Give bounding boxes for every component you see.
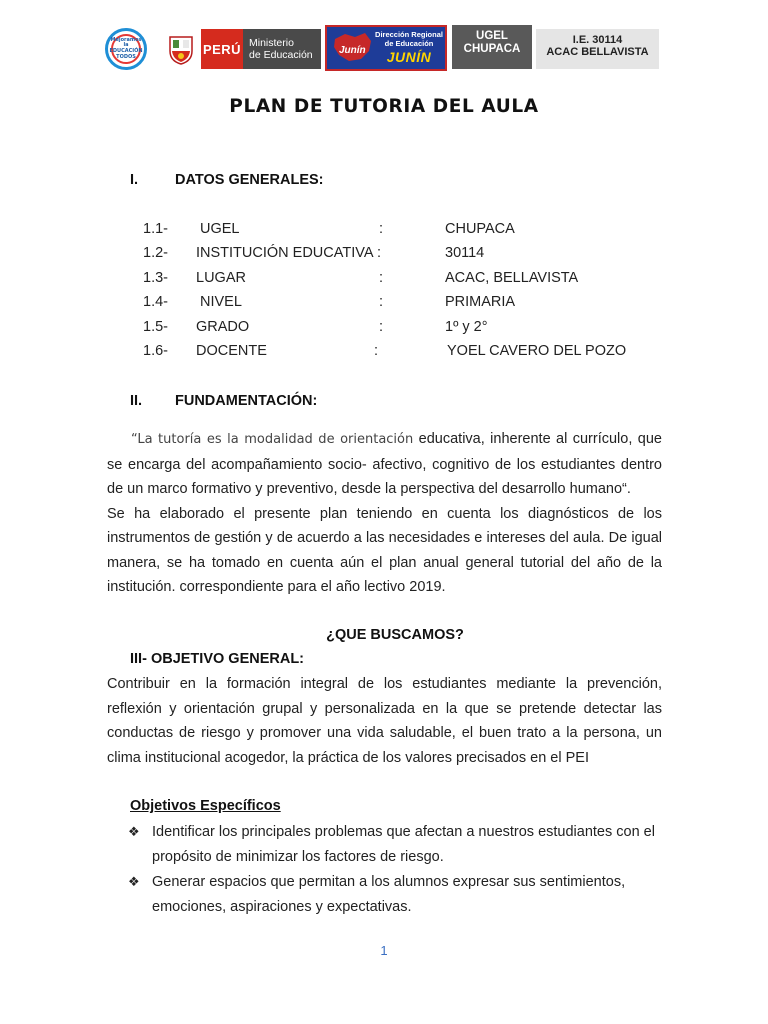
logo-ring: [111, 34, 141, 64]
datos-row-docente: [0, 343, 768, 363]
junin-map-icon: [331, 31, 375, 65]
logo-text-line2: EDUCACIÓN: [109, 48, 143, 54]
row-value: PRIMARIA: [445, 294, 516, 310]
logo-text-line1: Mejoramos la: [110, 36, 142, 49]
row-separator: :: [379, 294, 384, 310]
datos-row-grado: [0, 319, 768, 339]
datos-row-lugar: [0, 270, 768, 290]
fundamentacion-paragraph2: Se ha elaborado el presente plan teniendo en cuenta los diagnósticos de los instrumentos de gestión y de acuerdo a las necesidades e intereses del aula. De igual manera, se ha tomado en cuenta aún el plan anual general tutorial del año de la institución. correspondiente para el año lectivo 2019.: [107, 505, 662, 595]
section2-number: II.: [130, 393, 143, 409]
ugel-line2: CHUPACA: [463, 43, 521, 55]
row-label: NIVEL: [200, 294, 242, 310]
section1-number: I.: [130, 172, 139, 188]
peru-coat-of-arms-icon: [167, 35, 195, 65]
drej-line1: Dirección Regional: [375, 30, 443, 39]
objetivo-item-text: Generar espacios que permitan a los alumnos expresar sus sentimientos, emociones, aspiraciones y expectativas.: [152, 874, 626, 915]
row-label: LUGAR: [196, 270, 246, 286]
quote-rest: educativa, inherente al currículo, que se encarga del acompañamiento socio- afectivo, cognitivo de los estudiantes dentro de un marco formativo y preventivo, desde la perspectiva del desarrollo humano“.: [107, 431, 662, 497]
row-value: YOEL CAVERO DEL POZO: [447, 343, 627, 359]
datos-row-institucion: [0, 245, 768, 265]
objetivo-item-text: Identificar los principales problemas que afectan a nuestros estudiantes con el propósito de minimizar los factores de riesgo.: [152, 824, 655, 865]
ministerio-line1: Ministerio: [249, 37, 294, 49]
row-label: GRADO: [196, 319, 250, 335]
row-number: 1.4-: [143, 294, 168, 310]
logo-text-line3: TODOS: [116, 53, 136, 60]
document-header: [103, 25, 659, 77]
section2-title: FUNDAMENTACIÓN:: [175, 393, 318, 409]
row-label: UGEL: [200, 221, 240, 237]
educacion-todos-logo: [105, 28, 147, 70]
diamond-bullet-icon: ❖: [128, 825, 140, 840]
document-title: PLAN DE TUTORIA DEL AULA: [229, 96, 539, 117]
row-label: INSTITUCIÓN EDUCATIVA: [196, 245, 374, 261]
objetivo-item: [128, 820, 668, 870]
que-buscamos-heading: ¿QUE BUSCAMOS?: [326, 627, 464, 643]
fundamentacion-quote: [107, 427, 662, 502]
ie-line2: ACAC BELLAVISTA: [546, 46, 649, 58]
row-value: ACAC, BELLAVISTA: [445, 270, 579, 286]
objetivo-general-paragraph: Contribuir en la formación integral de los estudiantes mediante la prevención, reflexión y orientación grupal y personalizada en la que se pretende detectar las conductas de riesgo y promover una vida saludable, el buen trato a la persona, un clima institucional acogedor, la práctica de los valores precisados en el PEI: [107, 676, 662, 766]
row-number: 1.2-: [143, 245, 168, 261]
datos-row-ugel: [0, 221, 768, 241]
drej-name: JUNÍN: [386, 49, 432, 65]
institution-box: [536, 29, 659, 69]
peru-label: PERÚ: [202, 41, 242, 57]
ministerio-educacion-box: [243, 29, 321, 69]
fundamentacion-text: [107, 427, 662, 600]
row-separator: :: [379, 319, 384, 335]
peru-brand-box: [201, 29, 243, 69]
objetivos-especificos-title: Objetivos Específicos: [130, 798, 281, 814]
section3-title: III- OBJETIVO GENERAL:: [130, 651, 305, 667]
row-number: 1.5-: [143, 319, 168, 335]
row-separator: :: [379, 270, 384, 286]
row-separator: :: [377, 245, 382, 261]
row-number: 1.3-: [143, 270, 168, 286]
ugel-line1: UGEL: [476, 30, 508, 42]
ugel-box: [452, 25, 532, 69]
section1-title: DATOS GENERALES:: [175, 172, 324, 188]
row-number: 1.1-: [143, 221, 168, 237]
row-label: DOCENTE: [196, 343, 267, 359]
datos-row-nivel: [0, 294, 768, 314]
row-separator: :: [374, 343, 379, 359]
quote-lead: “La tutoría es la modalidad de orientación: [131, 432, 414, 447]
row-number: 1.6-: [143, 343, 168, 359]
drej-junin-logo: [325, 25, 447, 71]
row-value: CHUPACA: [445, 221, 515, 237]
page-number: 1: [380, 943, 388, 958]
ministerio-line2: de Educación: [249, 49, 313, 61]
ie-line1: I.E. 30114: [572, 34, 623, 46]
diamond-bullet-icon: ❖: [128, 875, 140, 890]
svg-text:Junín: Junín: [339, 45, 366, 56]
row-separator: :: [379, 221, 384, 237]
objetivo-general-text: [107, 672, 662, 770]
row-value: 30114: [445, 245, 485, 261]
objetivo-item: [128, 870, 668, 920]
drej-line2: de Educación: [384, 39, 434, 48]
row-value: 1º y 2°: [445, 319, 488, 335]
